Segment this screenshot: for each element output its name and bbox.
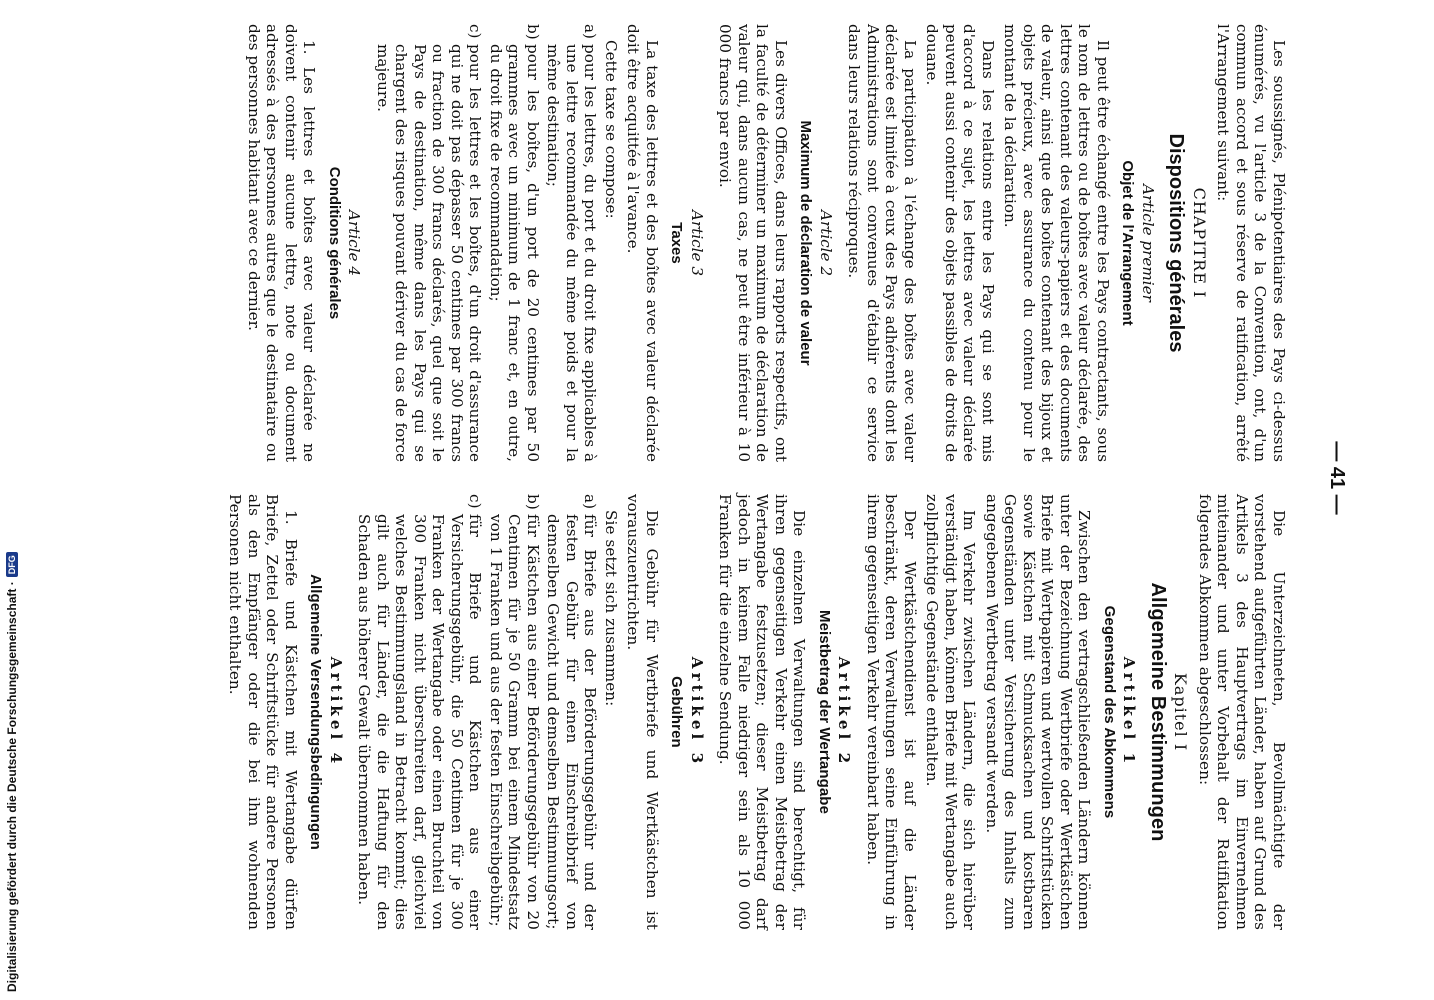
fr-intro: Les soussignés, Plénipotentiaires des Pays ci-dessus énumérés, vu l'article 3 de la Convention, ont, d'un commun accord et sous réserve de ratification, arrêté l'Arrangement suivant: (1214, 24, 1288, 462)
de-list-item-a: a) für Briefe aus der Beförderungsgebühr und der festen Gebühr für einen Einschreibbrief von demselben Gewicht und demselben Bestimmungsort; (544, 494, 600, 930)
de-list-item-b: b) für Kästchen aus einer Beförderungsgebühr von 20 Centimen für je 50 Gramm bei einem Mindestsatz von 1 Franken und aus der festen Einschreibgebühr; (487, 494, 542, 930)
de-list-item-c: c) für Briefe und Kästchen aus einer Versicherungsgebühr, die 50 Centimen für je 300 Franken der Wertangabe oder einen Bruchteil von 300 Franken nicht überschreiten darf, gleichviel welches Bestimmungsland in Betracht kommt; dies gilt auch für Länder, die die Haftung für den Schaden aus höherer Gewalt übernommen haben. (355, 494, 485, 930)
fr-article-2-para: Les divers Offices, dans leurs rapports respectifs, ont la faculté de déterminer un maximum de déclaration de valeur qui, dans aucun cas, ne peut être inférieur à 10 000 francs par envoi. (716, 24, 790, 462)
fr-chapter: CHAPITRE I (1190, 187, 1209, 299)
fr-article-1-para: La participation à l'échange des boîtes avec valeur déclarée est limitée à ceux des Pays adhérents dont les Administrations sont convenues d'établir ce service dans leurs relations réciproques. (845, 24, 919, 462)
de-chapter: Kapitel I (1171, 672, 1191, 752)
german-column (222, 494, 1288, 930)
fr-article-4-label: Article 4 (345, 209, 364, 277)
de-article-1-title: Gegenstand des Abkommens (1101, 605, 1118, 819)
fr-article-4-para: 1. Les lettres et boîtes avec valeur déclarée ne doivent contenir aucune lettre, note ou document adressés à des personnes autres que le destinataire ou des personnes habitant avec ce dernier. (245, 24, 319, 462)
rotated-page (0, 18, 1352, 938)
fr-article-2-title: Maximum de déclaration de valeur (797, 120, 815, 366)
fr-article-3-label: Article 3 (688, 209, 706, 277)
de-article-1-para: Im Verkehr zwischen Ländern, die sich hierüber verständigt haben, können Briefe mit Wertangabe auch zollpflichtige Gegenstände enthalten. (923, 494, 979, 930)
digitization-credit (2, 0, 22, 1000)
fr-article-3-para: La taxe des lettres et des boîtes avec valeur déclarée doit être acquittée à l'avance. (624, 24, 661, 462)
de-article-4-title: Allgemeine Versendungsbedingungen (307, 574, 325, 850)
de-article-1-label: Artikel 1 (1120, 656, 1139, 768)
fr-article-1-para: Il peut être échangé entre les Pays contractants, sous le nom de lettres ou de boîtes avec valeur déclarée, des lettres contenant des valeurs-papiers et des documents de valeur, ainsi que des boîtes contenant des bijoux et objets précieux, avec assurance du contenu pour le montant de la déclaration. (1001, 24, 1112, 462)
de-article-3-label: Artikel 3 (688, 656, 706, 768)
fr-article-4-title: Conditions générales (326, 166, 343, 320)
de-article-1-para: Zwischen den vertragschließenden Ländern können unter der Bezeichnung Wertbriefe oder Wertkästchen Briefe mit Wertpapieren und wertvollen Schriftstücken sowie Kästchen mit Schmucksachen und kostbaren Gegenständen unter Versicherung des Inhalts zum angegebenen Wertbetrag versandt werden. (983, 494, 1094, 930)
de-article-2-para: Die einzelnen Verwaltungen sind berechtigt, für ihren gegenseitigen Verkehr einen Meistbetrag der Wertangabe festzusetzen; dieser Meistbetrag darf jedoch in keinem Falle niedriger sein als 10 000 Franken für die einzelne Sendung. (716, 494, 809, 930)
de-article-4-para: 1. Briefe und Kästchen mit Wertangabe dürfen Briefe, Zettel oder Schriftstücke für andere Personen als den Empfänger oder die bei ihm wohnenden Personen nicht enthalten. (226, 494, 300, 930)
de-article-1-para: Der Wertkästchendienst ist auf die Länder beschränkt, deren Verwaltungen seine Einführung in ihrem gegenseitigen Verkehr vereinbart haben. (864, 494, 919, 930)
fr-article-1-label: Article premier (1139, 184, 1157, 302)
fr-list-item-a: a) pour les lettres, du port et du droit fixe applicables à une lettre recommandée du même poids et pour la même destination; (544, 24, 600, 462)
de-article-2-title: Meistbetrag der Wertangabe (816, 609, 833, 815)
credit-text: Digitalisierung gefördert durch die Deutsche Forschungsgemeinschaft · (5, 581, 19, 992)
de-article-4-label: Artikel 4 (327, 656, 345, 768)
de-intro: Die Unterzeichneten, Bevollmächtigte der vorstehend aufgeführten Länder, haben auf Grund des Artikels 3 des Hauptvertrags im Einvernehmen miteinander und unter Vorbehalt der Ratifikation folgendes Abkommen abgeschlossen: (1196, 494, 1288, 930)
fr-article-2-label: Article 2 (817, 209, 835, 277)
fr-article-3-title: Taxes (668, 222, 686, 264)
fr-chapter-title: Dispositions générales (1165, 133, 1188, 353)
dfg-logo-icon: DFG (6, 552, 18, 577)
fr-article-1-para: Dans les relations entre les Pays qui se sont mis d'accord à ce sujet, les lettres avec valeur déclarée peuvent aussi contenir des objets passibles de droits de douane. (923, 24, 997, 462)
fr-article-1-title: Objet de l'Arrangement (1119, 160, 1137, 326)
de-chapter-title: Allgemeine Bestimmungen (1147, 582, 1169, 842)
french-column (241, 24, 1289, 462)
page-number: — 41 — (1326, 441, 1348, 515)
de-article-3-para: Die Gebühr für Wertbriefe und Wertkästchen ist vorauszuentrichten. (624, 494, 661, 930)
fr-article-3-lead: Cette taxe se compose: (602, 40, 620, 219)
de-article-3-title: Gebühren (668, 676, 686, 748)
fr-list-item-b: b) pour les boîtes, d'un port de 20 centimes par 50 grammes avec un minimum de 1 franc et, en outre, du droit fixe de recommandation; (487, 24, 542, 462)
de-article-2-label: Artikel 2 (835, 656, 854, 768)
fr-list-item-c: c) pour les lettres et les boîtes, d'un droit d'assurance qui ne doit pas dépasser 50 centimes par 300 francs ou fraction de 300 francs déclarés, quel que soit le Pays de destination, même dans les Pays qui se chargent des risques pouvant dériver du cas de force majeure. (374, 24, 485, 462)
de-article-3-lead: Sie setzt sich zusammen: (602, 510, 620, 707)
